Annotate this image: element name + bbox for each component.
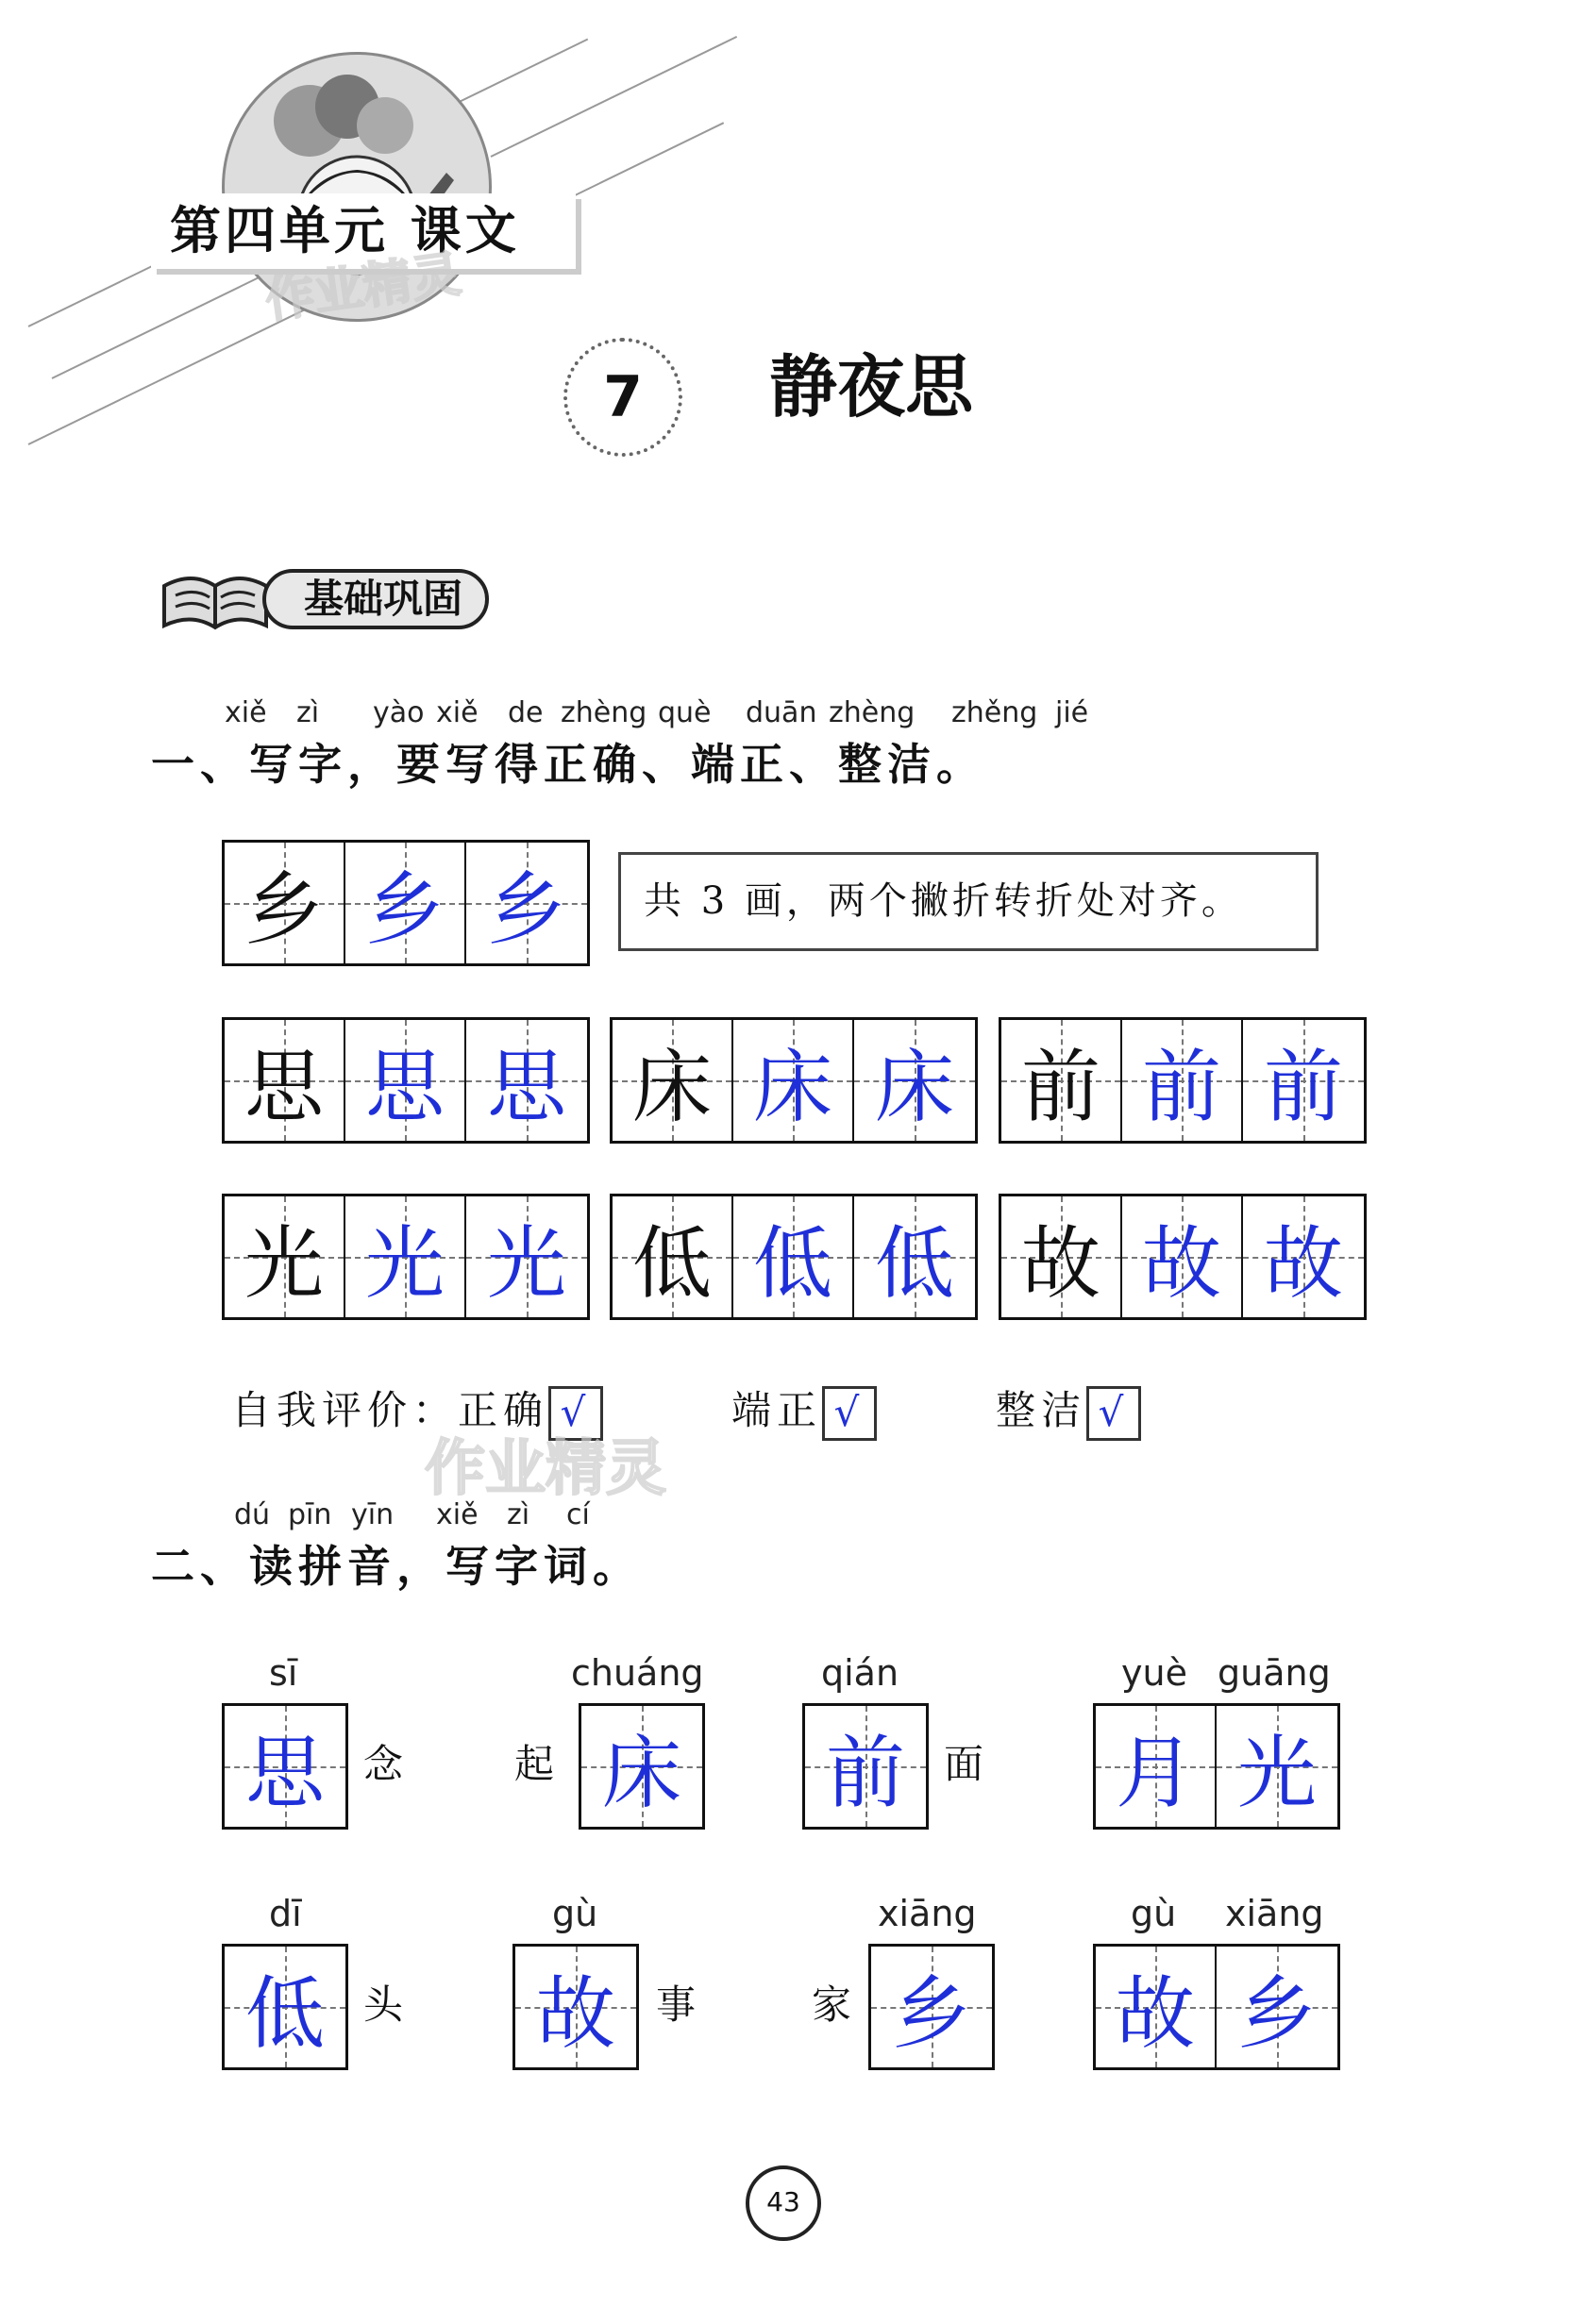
answer-grid-yueguang <box>1093 1703 1340 1830</box>
pinyin-si: sī <box>269 1652 298 1694</box>
writing-grid-qian <box>999 1017 1367 1144</box>
decor-stripe <box>444 39 589 110</box>
answer-char: 床 <box>601 1726 681 1819</box>
pinyin-zheng3: zhěng <box>951 696 1038 729</box>
answer-char: 前 <box>825 1726 905 1819</box>
answer-char: 思 <box>244 1726 325 1819</box>
eval-clean-label: 整洁 <box>996 1387 1087 1433</box>
writing-grid-di <box>610 1194 978 1320</box>
written-char: 乡 <box>486 862 566 956</box>
eval-correct-checkbox[interactable]: √ <box>548 1386 603 1441</box>
answer-cell[interactable] <box>1217 1947 1337 2067</box>
answer-grid-guxiang <box>1093 1944 1340 2070</box>
writing-cell[interactable] <box>1243 1196 1364 1317</box>
written-char: 低 <box>874 1216 954 1310</box>
page-number: 43 <box>746 2165 821 2241</box>
writing-cell[interactable] <box>466 1196 587 1317</box>
answer-grid-sinian <box>222 1703 348 1830</box>
model-char: 光 <box>244 1216 324 1310</box>
stroke-tip-note: 共 3 画，两个撇折转折处对齐。 <box>618 852 1319 951</box>
written-char: 前 <box>1141 1040 1221 1133</box>
pinyin-zi: zì <box>296 696 320 729</box>
pinyin-gu: gù <box>552 1893 598 1934</box>
answer-char: 乡 <box>1236 1966 1317 2060</box>
model-char: 思 <box>244 1040 324 1133</box>
writing-cell[interactable] <box>854 1020 975 1141</box>
word-suffix: 面 <box>944 1741 984 1787</box>
writing-cell[interactable] <box>733 1196 854 1317</box>
pinyin-xiang2: xiāng <box>1225 1893 1324 1934</box>
pinyin-que: què <box>658 696 712 729</box>
word-prefix: 起 <box>514 1741 555 1787</box>
word-suffix: 事 <box>656 1981 697 2028</box>
written-char: 思 <box>486 1040 566 1133</box>
self-evaluation-neat <box>731 1382 877 1441</box>
model-char: 低 <box>631 1216 712 1310</box>
writing-cell[interactable] <box>345 843 466 963</box>
decor-stripe <box>491 36 738 158</box>
pinyin-zheng: zhèng <box>561 696 647 729</box>
written-char: 前 <box>1263 1040 1343 1133</box>
pinyin-ci: cí <box>566 1498 590 1531</box>
pinyin-guang: guāng <box>1218 1652 1331 1694</box>
model-char-cell <box>613 1020 733 1141</box>
model-char-cell <box>1001 1196 1122 1317</box>
written-char: 床 <box>874 1040 954 1133</box>
writing-cell[interactable] <box>1122 1020 1243 1141</box>
pinyin-jie: jié <box>1055 696 1089 729</box>
watermark: 作业精灵 <box>425 1434 666 1504</box>
pinyin-xie3: xiě <box>436 1498 479 1531</box>
writing-cell[interactable] <box>1122 1196 1243 1317</box>
lesson-title: 静夜思 <box>769 346 974 426</box>
eval-neat-label: 端正 <box>731 1387 823 1433</box>
answer-char: 故 <box>1115 1966 1195 2060</box>
written-char: 低 <box>752 1216 832 1310</box>
section-badge <box>159 561 494 637</box>
writing-cell[interactable] <box>466 843 587 963</box>
answer-cell[interactable] <box>225 1947 345 2067</box>
eval-clean-checkbox[interactable]: √ <box>1086 1386 1141 1441</box>
pinyin-du: dú <box>234 1498 271 1531</box>
answer-char: 光 <box>1236 1726 1317 1819</box>
answer-cell[interactable] <box>1096 1947 1217 2067</box>
writing-grid-chuang <box>610 1017 978 1144</box>
written-char: 光 <box>364 1216 445 1310</box>
model-char: 床 <box>631 1040 712 1133</box>
answer-cell[interactable] <box>1096 1706 1217 1827</box>
answer-cell[interactable] <box>225 1706 345 1827</box>
self-evaluation-clean <box>996 1382 1141 1441</box>
pinyin-zi2: zì <box>507 1498 530 1531</box>
eval-neat-checkbox[interactable]: √ <box>822 1386 877 1441</box>
answer-grid-qichuang <box>579 1703 705 1830</box>
answer-cell[interactable] <box>581 1706 702 1827</box>
pinyin-gu2: gù <box>1131 1893 1177 1934</box>
answer-char: 故 <box>535 1966 615 2060</box>
writing-grid-si <box>222 1017 590 1144</box>
pinyin-qian: qián <box>821 1652 899 1694</box>
watermark: 作业精灵 <box>261 245 464 330</box>
written-char: 床 <box>752 1040 832 1133</box>
word-suffix: 念 <box>363 1741 404 1787</box>
unit-title-text: 第四单元 课文 <box>170 201 520 260</box>
model-char: 乡 <box>244 862 324 956</box>
question-2-heading: 二、读拼音，写字词。 <box>151 1541 642 1592</box>
section-badge-label: 基础巩固 <box>262 569 489 629</box>
question-1-heading: 一、写字，要写得正确、端正、整洁。 <box>151 739 985 790</box>
answer-char: 低 <box>244 1966 325 2060</box>
model-char: 前 <box>1020 1040 1100 1133</box>
model-char: 故 <box>1020 1216 1100 1310</box>
written-char: 乡 <box>364 862 445 956</box>
pinyin-yue: yuè <box>1121 1652 1187 1694</box>
answer-char: 月 <box>1115 1726 1195 1819</box>
answer-cell[interactable] <box>805 1706 926 1827</box>
model-char-cell <box>225 1196 345 1317</box>
written-char: 光 <box>486 1216 566 1310</box>
answer-cell[interactable] <box>1217 1706 1337 1827</box>
lesson-number-badge: 7 <box>563 338 682 457</box>
pinyin-xiang: xiāng <box>878 1893 977 1934</box>
writing-cell[interactable] <box>1243 1020 1364 1141</box>
eval-correct-label: 自我评价：正确 <box>231 1387 549 1433</box>
pinyin-pin: pīn <box>288 1498 332 1531</box>
answer-cell[interactable] <box>515 1947 636 2067</box>
model-char-cell <box>225 843 345 963</box>
model-char-cell <box>225 1020 345 1141</box>
written-char: 故 <box>1141 1216 1221 1310</box>
pinyin-duan: duān <box>746 696 817 729</box>
writing-cell[interactable] <box>466 1020 587 1141</box>
pinyin-di: dī <box>269 1893 302 1934</box>
pinyin-chuang: chuáng <box>571 1652 704 1694</box>
writing-grid-guang <box>222 1194 590 1320</box>
model-char-cell <box>1001 1020 1122 1141</box>
word-prefix: 家 <box>812 1981 852 2028</box>
writing-cell[interactable] <box>345 1020 466 1141</box>
model-char-cell <box>613 1196 733 1317</box>
pinyin-yin: yīn <box>351 1498 395 1531</box>
pinyin-de: de <box>508 696 544 729</box>
writing-grid-gu <box>999 1194 1367 1320</box>
answer-cell[interactable] <box>871 1947 992 2067</box>
answer-grid-ditou <box>222 1944 348 2070</box>
pinyin-xie: xiě <box>225 696 267 729</box>
word-suffix: 头 <box>363 1981 404 2028</box>
answer-char: 乡 <box>891 1966 971 2060</box>
pinyin-xie2: xiě <box>436 696 479 729</box>
pinyin-zheng2: zhèng <box>829 696 916 729</box>
written-char: 思 <box>364 1040 445 1133</box>
open-book-icon <box>159 567 272 641</box>
written-char: 故 <box>1263 1216 1343 1310</box>
answer-grid-gushi <box>512 1944 639 2070</box>
writing-grid-xiang <box>222 840 590 966</box>
pinyin-yao: yào <box>373 696 425 729</box>
writing-cell[interactable] <box>854 1196 975 1317</box>
writing-cell[interactable] <box>345 1196 466 1317</box>
answer-grid-qianmian <box>802 1703 929 1830</box>
writing-cell[interactable] <box>733 1020 854 1141</box>
answer-grid-jiaxiang <box>868 1944 995 2070</box>
